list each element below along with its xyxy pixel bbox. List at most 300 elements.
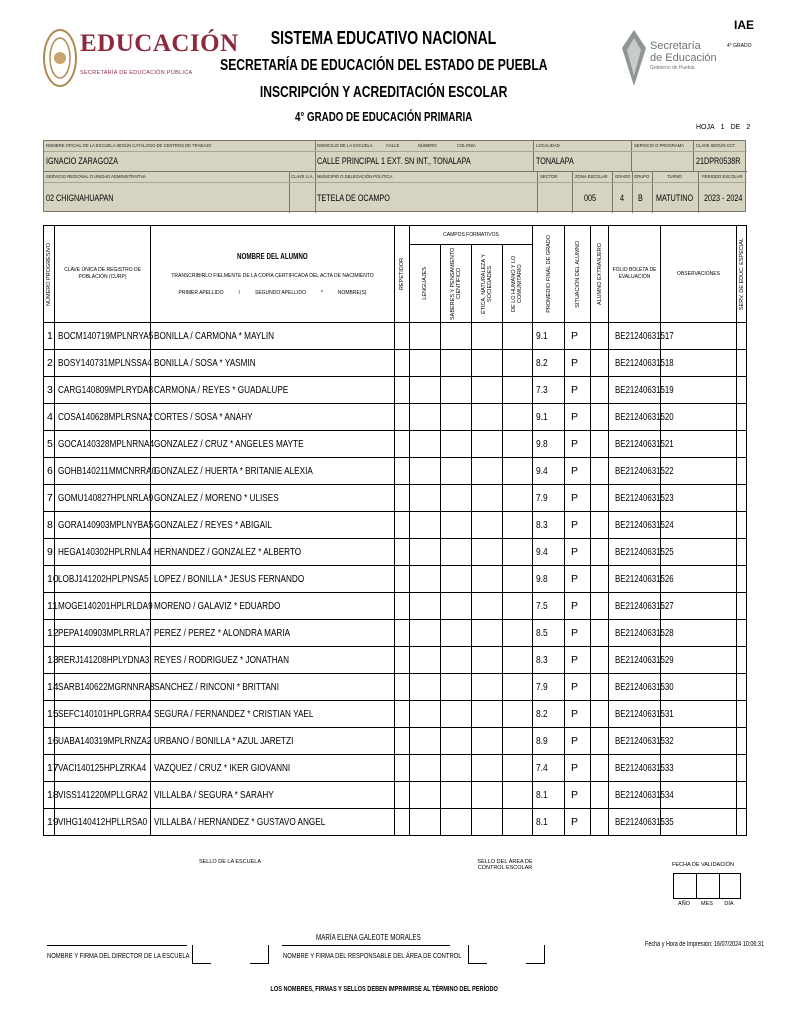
responsable-name: MARÍA ELENA GALEOTE MORALES (316, 933, 421, 942)
row-student-name: SEGURA / FERNANDEZ * CRISTIAN YAEL (151, 701, 395, 728)
mes-box[interactable] (696, 873, 720, 899)
row-promedio: 7.3 (533, 377, 565, 404)
row-lenguajes (410, 539, 441, 566)
row-situacion: P (565, 458, 591, 485)
row-saberes (441, 620, 472, 647)
row-curp: VISS141220MPLLGRA2 (55, 782, 151, 809)
row-situacion: P (565, 701, 591, 728)
row-curp: VACI140125HPLZRKA4 (55, 755, 151, 782)
row-curp: SEFC140101HPLGRRA4 (55, 701, 151, 728)
row-student-name: BONILLA / CARMONA * MAYLIN (151, 323, 395, 350)
row-humano (503, 485, 533, 512)
row-repetidor (395, 431, 410, 458)
row-saberes (441, 431, 472, 458)
row-student-name: GONZALEZ / MORENO * ULISES (151, 485, 395, 512)
row-student-name: LOPEZ / BONILLA * JESUS FERNANDO (151, 566, 395, 593)
row-curp: GOCA140328MPLNRNA4 (55, 431, 151, 458)
row-curp: BOCM140719MPLNRYA5 (55, 323, 151, 350)
row-educ-especial (737, 404, 747, 431)
row-humano (503, 755, 533, 782)
row-student-name: GONZALEZ / HUERTA * BRITANIE ALEXIA (151, 458, 395, 485)
table-row (44, 485, 747, 512)
row-situacion: P (565, 620, 591, 647)
row-student-name: CARMONA / REYES * GUADALUPE (151, 377, 395, 404)
localidad-value: TONALAPA (536, 156, 574, 166)
row-saberes (441, 350, 472, 377)
row-educ-especial (737, 620, 747, 647)
table-row (44, 728, 747, 755)
students-table (43, 225, 747, 836)
row-lenguajes (410, 512, 441, 539)
table-row (44, 404, 747, 431)
turno-value: MATUTINO (656, 193, 694, 203)
row-educ-especial (737, 323, 747, 350)
row-etica (472, 701, 503, 728)
row-lenguajes (410, 431, 441, 458)
row-educ-especial (737, 458, 747, 485)
row-repetidor (395, 539, 410, 566)
row-educ-especial (737, 809, 747, 836)
row-student-name: VILLALBA / SEGURA * SARAHY (151, 782, 395, 809)
row-student-name: CORTES / SOSA * ANAHY (151, 404, 395, 431)
municipio-value: TETELA DE OCAMPO (317, 193, 390, 203)
table-row (44, 620, 747, 647)
row-folio: BE21240631533 (609, 755, 661, 782)
row-promedio: 8.2 (533, 350, 565, 377)
row-educ-especial (737, 674, 747, 701)
row-promedio: 8.1 (533, 782, 565, 809)
row-promedio: 9.4 (533, 539, 565, 566)
row-saberes (441, 377, 472, 404)
row-extranjero (591, 620, 609, 647)
dia-box[interactable] (719, 873, 741, 899)
row-repetidor (395, 755, 410, 782)
form-grade: 4° GRADO (727, 43, 752, 49)
row-humano (503, 782, 533, 809)
row-number: 4 (44, 404, 55, 431)
row-etica (472, 782, 503, 809)
table-row (44, 593, 747, 620)
row-student-name: HERNANDEZ / GONZALEZ * ALBERTO (151, 539, 395, 566)
row-student-name: PEREZ / PEREZ * ALONDRA MARIA (151, 620, 395, 647)
header-extranjero: ALUMNO EXTRANJERO (591, 226, 609, 323)
row-curp: HEGA140302HPLRNLA4 (55, 539, 151, 566)
row-situacion: P (565, 539, 591, 566)
row-saberes (441, 701, 472, 728)
sello-control-label: SELLO DEL ÁREA DE CONTROL ESCOLAR (477, 859, 533, 871)
row-saberes (441, 404, 472, 431)
row-humano (503, 620, 533, 647)
row-number: 8 (44, 512, 55, 539)
row-repetidor (395, 674, 410, 701)
table-header-row (44, 226, 747, 323)
row-repetidor (395, 404, 410, 431)
row-student-name: REYES / RODRIGUEZ * JONATHAN (151, 647, 395, 674)
row-situacion: P (565, 566, 591, 593)
row-student-name: SANCHEZ / RINCONI * BRITTANI (151, 674, 395, 701)
header-numero: NÚMERO PROGRESIVO (44, 226, 55, 323)
row-etica (472, 350, 503, 377)
row-lenguajes (410, 755, 441, 782)
row-lenguajes (410, 782, 441, 809)
header-campos-formativos: CAMPOS FORMATIVOS LENGUAJES SABERES Y PENSAMIENTO CIENTÍFICO ÉTICA, NATURALEZA Y SOCIEDADES DE LO HUMANO Y LO COMUNITARIO (410, 226, 533, 323)
servicio-caption: SERVICIO O PROGRAMA (634, 143, 684, 148)
sector-caption: SECTOR (540, 174, 558, 179)
row-saberes (441, 593, 472, 620)
row-lenguajes (410, 350, 441, 377)
row-etica (472, 323, 503, 350)
puebla-logo-text: Secretaría de Educación Gobierno de Puebla (650, 40, 717, 71)
row-promedio: 8.3 (533, 647, 565, 674)
row-educ-especial (737, 539, 747, 566)
row-humano (503, 647, 533, 674)
row-situacion: P (565, 404, 591, 431)
row-number: 2 (44, 350, 55, 377)
domicilio-value: CALLE PRINCIPAL 1 EXT. SN INT., TONALAPA (317, 156, 471, 166)
row-extranjero (591, 458, 609, 485)
row-lenguajes (410, 647, 441, 674)
row-situacion: P (565, 485, 591, 512)
row-situacion: P (565, 728, 591, 755)
row-promedio: 7.4 (533, 755, 565, 782)
table-row (44, 809, 747, 836)
row-folio: BE21240631530 (609, 674, 661, 701)
row-etica (472, 512, 503, 539)
row-extranjero (591, 755, 609, 782)
fecha-validacion-label: FECHA DE VALIDACIÓN (672, 862, 734, 868)
row-repetidor (395, 377, 410, 404)
row-folio: BE21240631529 (609, 647, 661, 674)
row-educ-especial (737, 593, 747, 620)
row-folio: BE21240631534 (609, 782, 661, 809)
row-etica (472, 593, 503, 620)
table-row (44, 647, 747, 674)
print-timestamp: Fecha y Hora de Impresión: 16/07/2024 10:06:31 (645, 941, 764, 948)
row-humano (503, 701, 533, 728)
form-code: IAE (734, 18, 755, 32)
row-folio: BE21240631527 (609, 593, 661, 620)
row-situacion: P (565, 350, 591, 377)
anio-label: AÑO (678, 901, 690, 907)
row-saberes (441, 512, 472, 539)
row-educ-especial (737, 647, 747, 674)
row-folio: BE21240631525 (609, 539, 661, 566)
row-repetidor (395, 782, 410, 809)
row-humano (503, 350, 533, 377)
title-line-2: SECRETARÍA DE EDUCACIÓN DEL ESTADO DE PUEBLA (220, 57, 548, 74)
row-student-name: MORENO / GALAVIZ * EDUARDO (151, 593, 395, 620)
row-humano (503, 458, 533, 485)
row-etica (472, 539, 503, 566)
row-etica (472, 809, 503, 836)
row-etica (472, 728, 503, 755)
row-curp: COSA140628MPLRSNA2 (55, 404, 151, 431)
row-folio: BE21240631517 (609, 323, 661, 350)
row-lenguajes (410, 566, 441, 593)
row-lenguajes (410, 620, 441, 647)
row-number: 19 (44, 809, 55, 836)
row-repetidor (395, 323, 410, 350)
row-folio: BE21240631528 (609, 620, 661, 647)
table-row (44, 458, 747, 485)
row-number: 13 (44, 647, 55, 674)
row-folio: BE21240631519 (609, 377, 661, 404)
cct-value: 21DPR0538R (696, 156, 741, 166)
row-saberes (441, 485, 472, 512)
table-row (44, 674, 747, 701)
row-lenguajes (410, 674, 441, 701)
row-number: 14 (44, 674, 55, 701)
row-humano (503, 377, 533, 404)
row-repetidor (395, 647, 410, 674)
row-folio: BE21240631535 (609, 809, 661, 836)
row-etica (472, 377, 503, 404)
row-number: 15 (44, 701, 55, 728)
row-saberes (441, 539, 472, 566)
row-repetidor (395, 512, 410, 539)
row-curp: PEPA140903MPLRRLA7 (55, 620, 151, 647)
grado-value: 4 (620, 193, 625, 203)
row-promedio: 7.9 (533, 674, 565, 701)
row-curp: SARB140622MGRNNRA8 (55, 674, 151, 701)
row-number: 1 (44, 323, 55, 350)
grupo-value: B (638, 193, 643, 203)
responsable-signature-line (282, 945, 450, 946)
row-number: 17 (44, 755, 55, 782)
row-situacion: P (565, 647, 591, 674)
periodo-caption: PERIODO ESCOLAR (702, 174, 743, 179)
row-situacion: P (565, 782, 591, 809)
row-lenguajes (410, 458, 441, 485)
row-saberes (441, 647, 472, 674)
row-folio: BE21240631526 (609, 566, 661, 593)
table-row (44, 782, 747, 809)
school-name-caption: NOMBRE OFICIAL DE LA ESCUELA SEGÚN CATÁLOGO DE CENTROS DE TRABAJO (46, 143, 212, 148)
row-extranjero (591, 728, 609, 755)
row-educ-especial (737, 755, 747, 782)
row-saberes (441, 728, 472, 755)
row-extranjero (591, 485, 609, 512)
row-situacion: P (565, 323, 591, 350)
puebla-education-logo (620, 28, 730, 90)
row-humano (503, 728, 533, 755)
row-situacion: P (565, 674, 591, 701)
row-lenguajes (410, 485, 441, 512)
row-lenguajes (410, 323, 441, 350)
row-promedio: 8.3 (533, 512, 565, 539)
row-etica (472, 620, 503, 647)
row-lenguajes (410, 728, 441, 755)
row-student-name: GONZALEZ / CRUZ * ANGELES MAYTE (151, 431, 395, 458)
header-folio: FOLIO BOLETA DE EVALUACIÓN (609, 226, 661, 323)
row-educ-especial (737, 701, 747, 728)
sep-logo-wordmark: EDUCACIÓN (80, 30, 239, 57)
domicilio-caption: DOMICILIO DE LA ESCUELA (317, 143, 373, 148)
row-number: 11 (44, 593, 55, 620)
row-extranjero (591, 539, 609, 566)
row-extranjero (591, 377, 609, 404)
cct-caption: CLAVE SEGÚN CCT (696, 143, 736, 148)
row-educ-especial (737, 728, 747, 755)
row-student-name: VILLALBA / HERNANDEZ * GUSTAVO ANGEL (151, 809, 395, 836)
title-line-3: INSCRIPCIÓN Y ACREDITACIÓN ESCOLAR (260, 84, 508, 101)
puebla-emblem-icon (620, 28, 648, 88)
row-student-name: BONILLA / SOSA * YASMIN (151, 350, 395, 377)
row-humano (503, 809, 533, 836)
row-repetidor (395, 701, 410, 728)
school-name-value: IGNACIO ZARAGOZA (46, 156, 119, 166)
turno-caption: TURNO (667, 174, 682, 179)
table-row (44, 350, 747, 377)
header-observaciones: OBSERVACIONES (661, 226, 737, 323)
row-number: 6 (44, 458, 55, 485)
row-promedio: 9.8 (533, 431, 565, 458)
mes-label: MES (701, 901, 713, 907)
header-situacion: SITUACIÓN DEL ALUMNO (565, 226, 591, 323)
director-signature-line (47, 945, 187, 946)
header-nombre: NOMBRE DEL ALUMNO TRANSCRIBIRLO FIELMENTE DE LA COPIA CERTIFICADA DEL ACTA DE NACIMIENTO PRIMER APELLIDO / SEGUNDO APELLIDO * NOMBRE(S) (151, 226, 395, 323)
row-saberes (441, 782, 472, 809)
anio-box[interactable] (673, 873, 697, 899)
row-promedio: 7.5 (533, 593, 565, 620)
row-educ-especial (737, 782, 747, 809)
row-extranjero (591, 512, 609, 539)
row-folio: BE21240631521 (609, 431, 661, 458)
row-number: 10 (44, 566, 55, 593)
row-etica (472, 674, 503, 701)
row-number: 16 (44, 728, 55, 755)
grupo-caption: GRUPO (634, 174, 650, 179)
row-folio: BE21240631518 (609, 350, 661, 377)
row-etica (472, 404, 503, 431)
row-repetidor (395, 566, 410, 593)
row-saberes (441, 674, 472, 701)
row-curp: GOHB140211MMCNRRA0 (55, 458, 151, 485)
row-saberes (441, 755, 472, 782)
row-humano (503, 566, 533, 593)
row-etica (472, 485, 503, 512)
grado-caption: GRADO (615, 174, 631, 179)
row-extranjero (591, 404, 609, 431)
row-promedio: 8.9 (533, 728, 565, 755)
sep-logo-subtitle: SECRETARÍA DE EDUCACIÓN PÚBLICA (80, 70, 193, 76)
row-humano (503, 593, 533, 620)
row-humano (503, 431, 533, 458)
header-educ-especial: SERV. DE EDUC. ESPECIAL (737, 226, 747, 323)
row-etica (472, 647, 503, 674)
row-situacion: P (565, 431, 591, 458)
row-lenguajes (410, 377, 441, 404)
row-etica (472, 458, 503, 485)
row-folio: BE21240631532 (609, 728, 661, 755)
row-student-name: GONZALEZ / REYES * ABIGAIL (151, 512, 395, 539)
row-repetidor (395, 593, 410, 620)
header-promedio: PROMEDIO FINAL DE GRADO (533, 226, 565, 323)
zona-value: 005 (584, 193, 597, 203)
row-extranjero (591, 566, 609, 593)
row-extranjero (591, 593, 609, 620)
row-lenguajes (410, 593, 441, 620)
row-saberes (441, 458, 472, 485)
row-curp: CARG140809MPLRYDA8 (55, 377, 151, 404)
row-promedio: 9.1 (533, 404, 565, 431)
row-humano (503, 404, 533, 431)
row-educ-especial (737, 566, 747, 593)
title-line-1: SISTEMA EDUCATIVO NACIONAL (271, 28, 497, 48)
row-folio: BE21240631522 (609, 458, 661, 485)
row-humano (503, 512, 533, 539)
row-number: 5 (44, 431, 55, 458)
page-indicator: HOJA 1 DE 2 (696, 124, 751, 131)
row-saberes (441, 323, 472, 350)
row-saberes (441, 566, 472, 593)
localidad-caption: LOCALIDAD (536, 143, 560, 148)
row-curp: GOMU140827HPLNRLA9 (55, 485, 151, 512)
row-situacion: P (565, 593, 591, 620)
calle-caption: CALLE (386, 143, 400, 148)
colonia-caption: COLONIA (457, 143, 476, 148)
row-student-name: URBANO / BONILLA * AZUL JARETZI (151, 728, 395, 755)
title-line-4: 4° GRADO DE EDUCACIÓN PRIMARIA (295, 110, 473, 124)
row-repetidor (395, 350, 410, 377)
row-situacion: P (565, 512, 591, 539)
row-curp: GORA140903MPLNYBA5 (55, 512, 151, 539)
row-student-name: VAZQUEZ / CRUZ * IKER GIOVANNI (151, 755, 395, 782)
row-humano (503, 323, 533, 350)
row-promedio: 9.1 (533, 323, 565, 350)
sello-escuela-label: SELLO DE LA ESCUELA (198, 859, 262, 865)
row-curp: LOBJ141202HPLPNSA5 (55, 566, 151, 593)
table-row (44, 755, 747, 782)
row-curp: BOSY140731MPLNSSA4 (55, 350, 151, 377)
region-caption: SERVICIO REGIONAL O UNIDAD ADMINISTRATIVA (46, 174, 146, 179)
row-folio: BE21240631531 (609, 701, 661, 728)
row-educ-especial (737, 350, 747, 377)
table-row (44, 701, 747, 728)
row-extranjero (591, 323, 609, 350)
row-situacion: P (565, 809, 591, 836)
numero-caption: NÚMERO (418, 143, 437, 148)
row-extranjero (591, 350, 609, 377)
row-educ-especial (737, 485, 747, 512)
row-promedio: 8.1 (533, 809, 565, 836)
row-etica (472, 431, 503, 458)
row-number: 3 (44, 377, 55, 404)
periodo-value: 2023 - 2024 (704, 193, 743, 203)
row-curp: UABA140319MPLRNZA2 (55, 728, 151, 755)
table-row (44, 323, 747, 350)
footer-note: LOS NOMBRES, FIRMAS Y SELLOS DEBEN IMPRIMIRSE AL TÉRMINO DEL PERÍODO (270, 986, 498, 993)
header-curp: CLAVE ÚNICA DE REGISTRO DE POBLACIÓN (CURP) (55, 226, 151, 323)
row-educ-especial (737, 377, 747, 404)
row-situacion: P (565, 377, 591, 404)
dia-label: DÍA (724, 901, 734, 907)
school-info-panel (43, 140, 746, 212)
row-etica (472, 755, 503, 782)
row-curp: RERJ141208HPLYDNA3 (55, 647, 151, 674)
row-number: 9 (44, 539, 55, 566)
row-repetidor (395, 809, 410, 836)
clave-ua-caption: CLAVE U.A. (291, 174, 314, 179)
row-number: 12 (44, 620, 55, 647)
row-number: 18 (44, 782, 55, 809)
row-lenguajes (410, 701, 441, 728)
row-repetidor (395, 485, 410, 512)
row-number: 7 (44, 485, 55, 512)
row-folio: BE21240631520 (609, 404, 661, 431)
row-extranjero (591, 701, 609, 728)
row-promedio: 9.4 (533, 458, 565, 485)
